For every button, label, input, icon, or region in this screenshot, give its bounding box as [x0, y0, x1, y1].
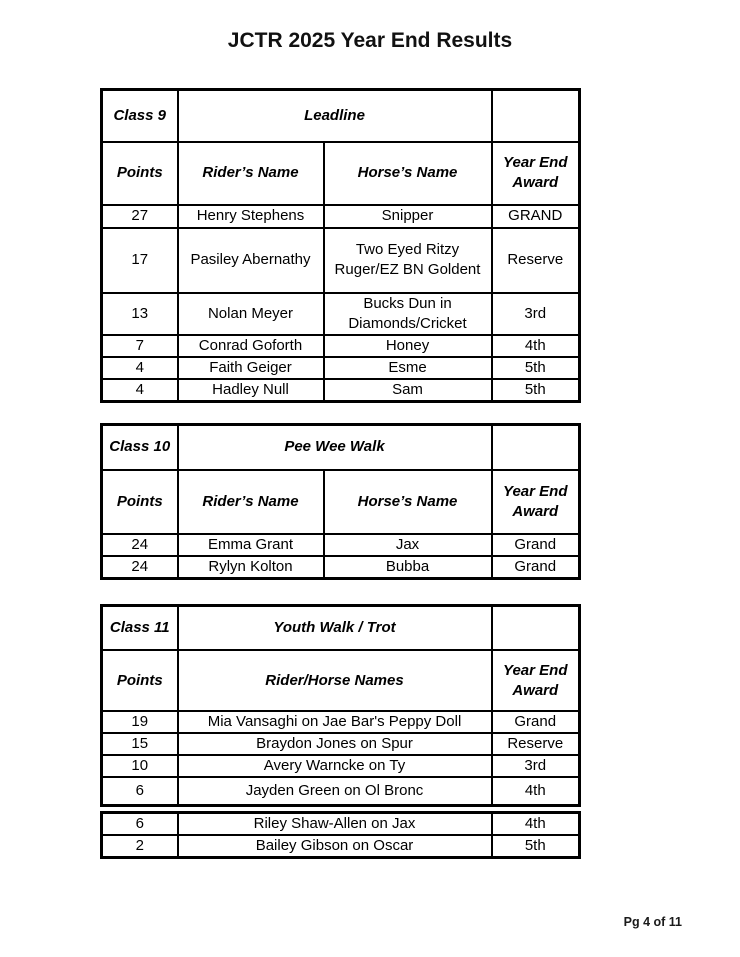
points-cell: 13 [102, 293, 178, 335]
event-name: Leadline [178, 90, 492, 142]
points-cell: 6 [102, 777, 178, 805]
award-header: Year End Award [492, 142, 580, 205]
award-column-spacer-cell [492, 425, 580, 470]
points-cell: 4 [102, 379, 178, 402]
horse-cell: Bubba [324, 556, 492, 579]
points-cell: 2 [102, 835, 178, 858]
horse-cell: Jax [324, 534, 492, 556]
rider-horse-cell: Riley Shaw-Allen on Jax [178, 812, 492, 835]
award-cell: 5th [492, 379, 580, 402]
points-header: Points [102, 470, 178, 534]
column-header-row [102, 142, 580, 205]
award-column-spacer-cell [492, 90, 580, 142]
table-row [102, 293, 580, 335]
table-gap [100, 403, 578, 423]
award-cell: 3rd [492, 755, 580, 777]
rider-cell: Pasiley Abernathy [178, 228, 324, 293]
points-cell: 7 [102, 335, 178, 357]
event-name: Pee Wee Walk [178, 425, 492, 470]
table-row [102, 357, 580, 379]
points-cell: 4 [102, 357, 178, 379]
award-cell: Grand [492, 534, 580, 556]
class-label: Class 11 [102, 605, 178, 650]
table-row [102, 711, 580, 733]
results-table-class-10 [100, 423, 581, 580]
points-cell: 10 [102, 755, 178, 777]
results-table-class-11 [100, 604, 581, 807]
table-row [102, 228, 580, 293]
column-header-row [102, 650, 580, 711]
horse-cell: Esme [324, 357, 492, 379]
table-row [102, 205, 580, 228]
award-cell: Grand [492, 711, 580, 733]
table-row [102, 812, 580, 835]
rider-cell: Hadley Null [178, 379, 324, 402]
award-column-spacer-cell [492, 605, 580, 650]
rider-cell: Henry Stephens [178, 205, 324, 228]
table-row [102, 335, 580, 357]
horse-cell: Bucks Dun in Diamonds/Cricket [324, 293, 492, 335]
event-name: Youth Walk / Trot [178, 605, 492, 650]
horse-cell: Sam [324, 379, 492, 402]
rider-cell: Nolan Meyer [178, 293, 324, 335]
points-cell: 27 [102, 205, 178, 228]
class-label: Class 10 [102, 425, 178, 470]
horse-cell: Snipper [324, 205, 492, 228]
class-title-row [102, 90, 580, 142]
horse-header: Horse’s Name [324, 470, 492, 534]
rider-cell: Emma Grant [178, 534, 324, 556]
class-title-row [102, 425, 580, 470]
class-title-row [102, 605, 580, 650]
points-cell: 17 [102, 228, 178, 293]
points-cell: 24 [102, 534, 178, 556]
page-title: JCTR 2025 Year End Results [227, 29, 513, 52]
rider-cell: Faith Geiger [178, 357, 324, 379]
award-cell: 4th [492, 777, 580, 805]
page-number: Pg 4 of 11 [623, 915, 682, 929]
points-header: Points [102, 142, 178, 205]
award-cell: 5th [492, 835, 580, 858]
points-cell: 6 [102, 812, 178, 835]
rider-horse-cell: Mia Vansaghi on Jae Bar's Peppy Doll [178, 711, 492, 733]
table-row [102, 777, 580, 805]
rider-horse-cell: Bailey Gibson on Oscar [178, 835, 492, 858]
table-row [102, 733, 580, 755]
award-cell: 4th [492, 335, 580, 357]
rider-cell: Conrad Goforth [178, 335, 324, 357]
award-cell: 3rd [492, 293, 580, 335]
table-gap [100, 580, 578, 604]
rider-horse-header: Rider/Horse Names [178, 650, 492, 711]
award-cell: Grand [492, 556, 580, 579]
rider-cell: Rylyn Kolton [178, 556, 324, 579]
award-cell: 4th [492, 812, 580, 835]
points-cell: 15 [102, 733, 178, 755]
award-cell: GRAND [492, 205, 580, 228]
table-row [102, 379, 580, 402]
rider-horse-cell: Avery Warncke on Ty [178, 755, 492, 777]
award-cell: Reserve [492, 228, 580, 293]
rider-horse-cell: Braydon Jones on Spur [178, 733, 492, 755]
results-table-class-9 [100, 88, 581, 403]
horse-cell: Honey [324, 335, 492, 357]
horse-cell: Two Eyed Ritzy Ruger/EZ BN Goldent [324, 228, 492, 293]
column-header-row [102, 470, 580, 534]
results-table-class-11-continued [100, 811, 581, 859]
table-row [102, 556, 580, 579]
award-cell: Reserve [492, 733, 580, 755]
results-tables-area [100, 88, 578, 859]
points-cell: 19 [102, 711, 178, 733]
award-header: Year End Award [492, 470, 580, 534]
table-row [102, 534, 580, 556]
rider-header: Rider’s Name [178, 142, 324, 205]
table-row [102, 835, 580, 858]
points-header: Points [102, 650, 178, 711]
class-label: Class 9 [102, 90, 178, 142]
award-cell: 5th [492, 357, 580, 379]
table-row [102, 755, 580, 777]
rider-header: Rider’s Name [178, 470, 324, 534]
points-cell: 24 [102, 556, 178, 579]
horse-header: Horse’s Name [324, 142, 492, 205]
award-header: Year End Award [492, 650, 580, 711]
rider-horse-cell: Jayden Green on Ol Bronc [178, 777, 492, 805]
